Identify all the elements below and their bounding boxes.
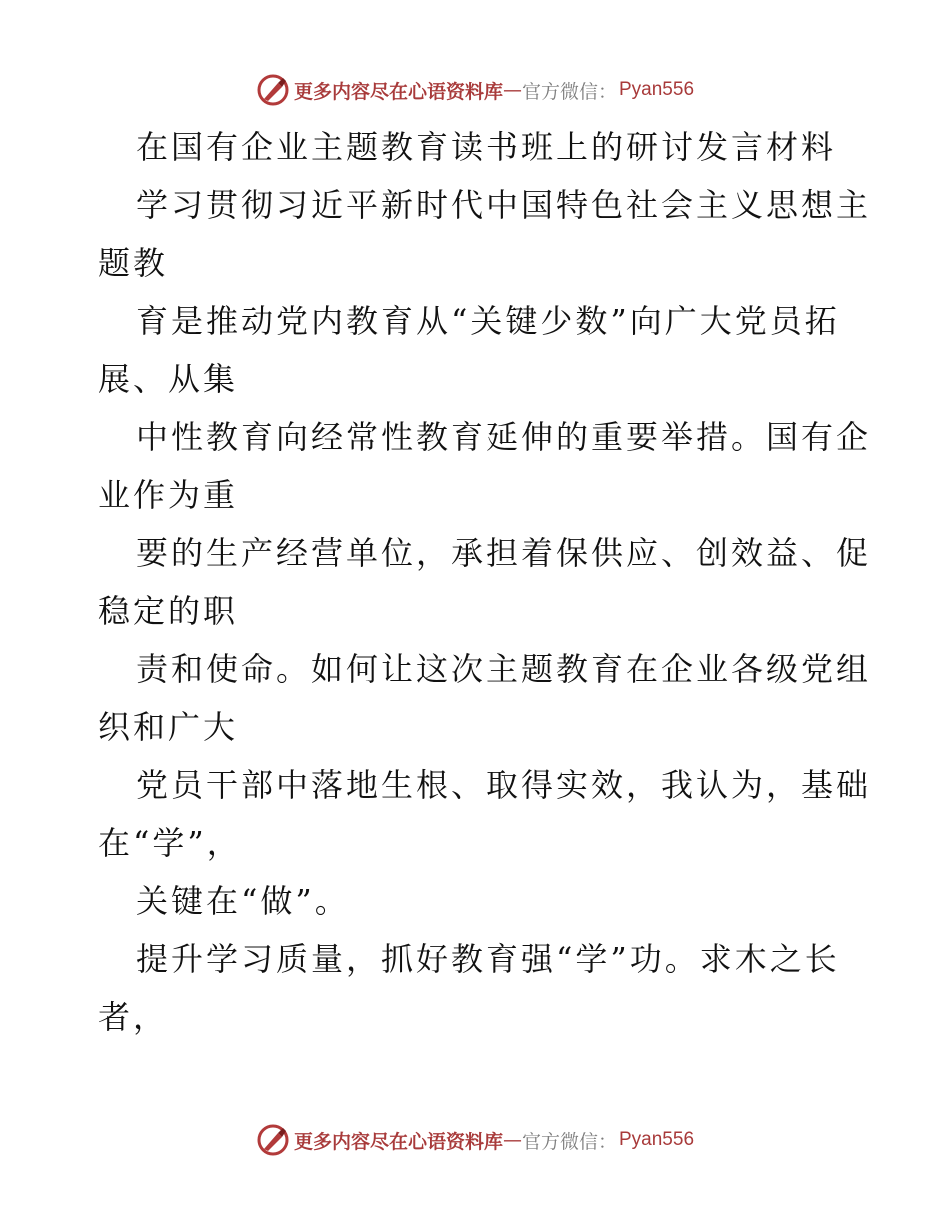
footer-watermark bbox=[0, 1120, 950, 1160]
text-line: 展、从集 bbox=[98, 360, 239, 398]
text-line: 稳定的职 bbox=[98, 592, 239, 630]
text-line: 中性教育向经常性教育延伸的重要举措。国有企 bbox=[136, 418, 872, 456]
header-watermark bbox=[0, 70, 950, 110]
watermark-separator: — bbox=[502, 79, 522, 101]
text-line: 育是推动党内教育从“关键少数”向广大党员拓 bbox=[136, 302, 840, 340]
pen-logo-icon bbox=[256, 73, 290, 107]
watermark-text: 更多内容尽在心语资料库 bbox=[293, 1130, 503, 1153]
text-line: 业作为重 bbox=[98, 476, 239, 514]
watermark-wechat-label: 官方微信： bbox=[521, 80, 617, 103]
text-line: 织和广大 bbox=[98, 708, 239, 746]
text-line: 题教 bbox=[98, 244, 169, 282]
document-body bbox=[98, 118, 872, 1046]
text-line: 要的生产经营单位，承担着保供应、创效益、促 bbox=[136, 534, 872, 572]
watermark-wechat-label: 官方微信： bbox=[521, 1130, 617, 1153]
watermark-wechat-id: Pyan556 bbox=[619, 1129, 695, 1150]
pen-logo-icon bbox=[256, 1123, 290, 1157]
text-line: 党员干部中落地生根、取得实效，我认为，基础 bbox=[136, 766, 872, 804]
text-line: 提升学习质量，抓好教育强“学”功。求木之长 bbox=[136, 940, 840, 978]
text-line: 在“学”， bbox=[98, 824, 242, 862]
watermark-wechat-id: Pyan556 bbox=[619, 79, 695, 100]
watermark-separator: — bbox=[502, 1129, 522, 1151]
text-line: 者， bbox=[98, 998, 169, 1036]
watermark-text: 更多内容尽在心语资料库 bbox=[293, 80, 503, 103]
text-line: 学习贯彻习近平新时代中国特色社会主义思想主 bbox=[136, 186, 872, 224]
text-line: 责和使命。如何让这次主题教育在企业各级党组 bbox=[136, 650, 872, 688]
text-line: 在国有企业主题教育读书班上的研讨发言材料 bbox=[136, 128, 837, 166]
text-line: 关键在“做”。 bbox=[136, 882, 350, 920]
